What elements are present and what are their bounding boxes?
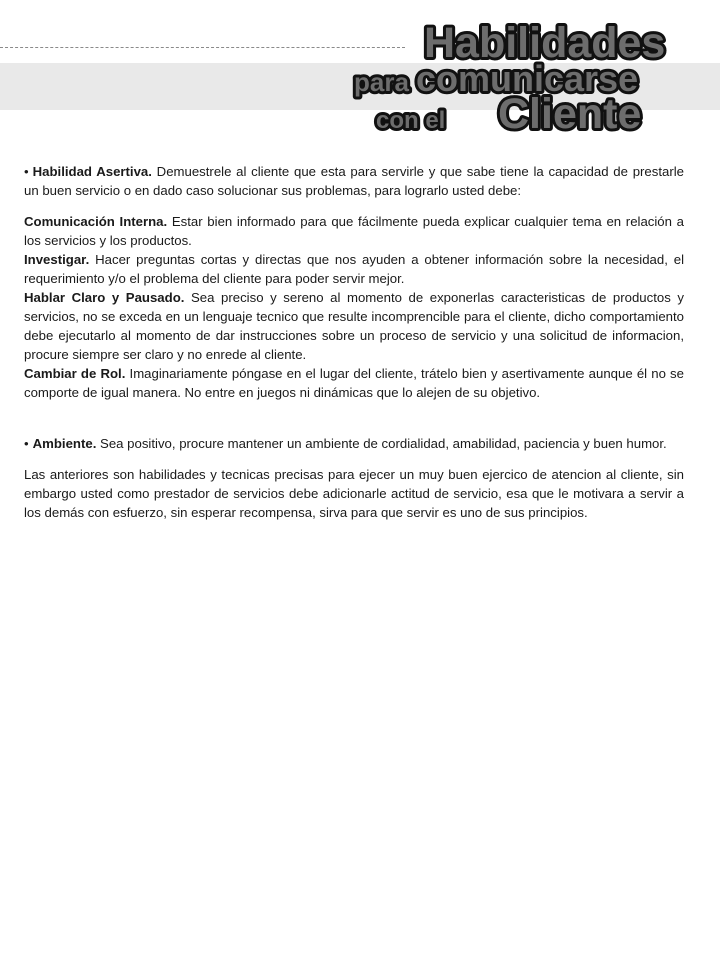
item-label: Investigar. xyxy=(24,252,90,267)
item-hablar-claro xyxy=(24,288,684,364)
page-title xyxy=(330,8,670,133)
ambiente-text: Sea positivo, procure mantener un ambiente de cordialidad, amabilidad, paciencia y buen humor. xyxy=(96,436,667,451)
item-text: Estar bien informado para que fácilmente pueda explicar cualquier tema en relación a los servicios y los productos. xyxy=(24,214,684,248)
asertiva-paragraph xyxy=(24,162,684,200)
bullet-icon: • xyxy=(24,436,29,451)
title-habilidades: Habilidades xyxy=(424,19,666,67)
ambiente-label: Ambiente. xyxy=(32,436,97,451)
item-comunicacion xyxy=(24,212,684,250)
item-text: Imaginariamente póngase en el lugar del cliente, trátelo bien y asertivamente aunque él no se comporte de igual manera. No entre en juegos ni dinámicas que lo alejen de su objetivo. xyxy=(24,366,684,400)
title-para: para xyxy=(354,67,409,97)
title-comunicarse: comunicarse xyxy=(416,58,639,99)
item-label: Hablar Claro y Pausado. xyxy=(24,290,185,305)
title-con-el: con el xyxy=(376,107,446,133)
item-label: Comunicación Interna. xyxy=(24,214,168,229)
item-investigar xyxy=(24,250,684,288)
item-label: Cambiar de Rol. xyxy=(24,366,126,381)
closing-paragraph: Las anteriores son habilidades y tecnicas precisas para ejecer un muy buen ejercico de atencion al cliente, sin embargo usted como prestador de servicios debe adicionarle actitud de servicio, esa que le motivara a servir a los demás con esfuerzo, sin esperar recompensa, sirva para que servir es uno de sus principios. xyxy=(24,467,684,520)
asertiva-text: Demuestrele al cliente que esta para servirle y que sabe tiene la capacidad de prestarle un buen servicio o en dado caso solucionar sus problemas, para lograrlo usted debe: xyxy=(24,164,684,198)
title-cliente: Cliente xyxy=(498,90,642,133)
document-body xyxy=(24,162,684,522)
bullet-icon: • xyxy=(24,164,29,179)
item-text: Hacer preguntas cortas y directas que nos ayuden a obtener información sobre la necesidad, el requerimiento y/o el problema del cliente para poder servir mejor. xyxy=(24,252,684,286)
item-text: Sea preciso y sereno al momento de exponerlas caracteristicas de productos y servicios, no se exceda en un lenguaje tecnico que resulte incomprencible para el cliente, dicho comportamiento debe ejecutarlo al momento de dar instrucciones sobre un proceso de servicio y una solicitud de informacion, procure siempre ser claro y no enrede al cliente. xyxy=(24,290,684,362)
ambiente-paragraph xyxy=(24,434,684,453)
asertiva-label: Habilidad Asertiva. xyxy=(32,164,152,179)
item-cambiar-rol xyxy=(24,364,684,402)
